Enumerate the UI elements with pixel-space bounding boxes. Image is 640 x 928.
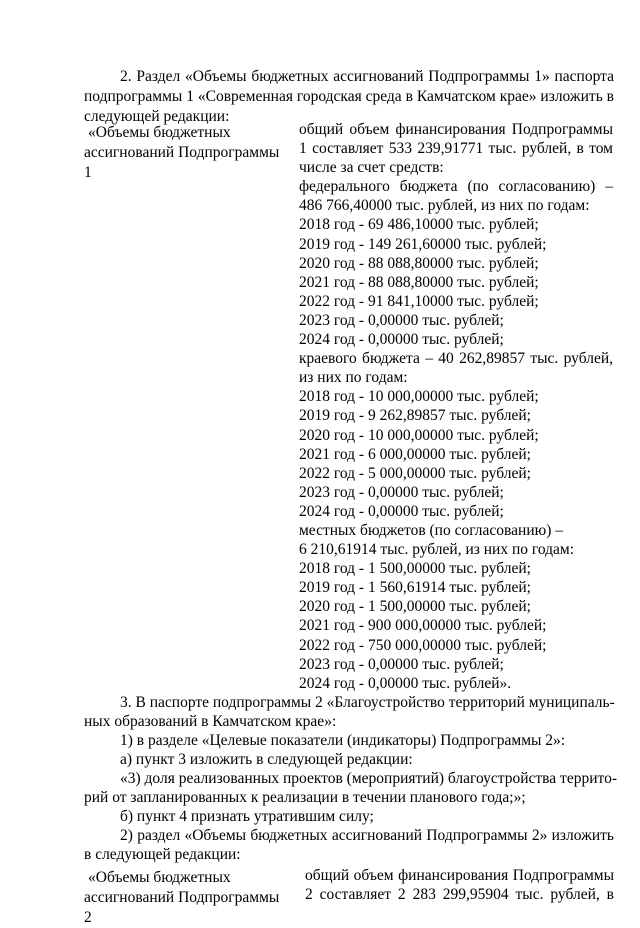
table1-right-line: 2020 год - 88 088,80000 тыс. рублей; [299,254,539,272]
table1-right-cell [299,120,613,693]
table2-left-cell [84,868,284,928]
table1-right-line: 2019 год - 149 261,60000 тыс. рублей; [299,235,547,253]
table1-right-line: 2018 год - 10 000,00000 тыс. рублей; [299,388,539,406]
table1-right-line: 2024 год - 0,00000 тыс. рублей; [299,331,504,349]
section3-item1a: а) пункт 3 изложить в следующей редакции: [120,751,413,768]
section3-line2: ных образований в Камчатском крае»: [84,713,337,730]
table2-right-line: общий объем финансирования Подпрограммы [305,867,614,884]
section3-item1b: б) пункт 4 признать утратившим силу; [120,808,374,825]
table1-right-line: 486 766,40000 тыс. рублей, из них по годам: [299,197,590,215]
table1-right-line: общий объем финансирования Подпрограммы [299,121,613,138]
table2-right-line: 2 составляет 2 283 299,95904 тыс. рублей, в [305,886,614,904]
table1-right-line: 2024 год - 0,00000 тыс. рублей; [299,502,504,520]
table1-right-line: 2022 год - 750 000,00000 тыс. рублей; [299,636,547,654]
table2-left-line: ассигнований Подпрограммы 2 [84,889,280,926]
table1-left-cell [84,123,284,183]
table2-right-cell [305,866,614,904]
table1-right-line: 2018 год - 1 500,00000 тыс. рублей; [299,560,531,578]
table1-right-line: 2020 год - 10 000,00000 тыс. рублей; [299,426,539,444]
table1-right-line: краевого бюджета – 40 262,89857 тыс. рублей, [299,350,613,368]
section3-quote-line2: рий от запланированных к реализации в течении планового года;»; [84,789,526,806]
table1-right-line: 2023 год - 0,00000 тыс. рублей; [299,311,504,329]
table1-right-line: 2019 год - 1 560,61914 тыс. рублей; [299,579,531,597]
table1-left-line: ассигнований Подпрограммы 1 [84,144,280,181]
table1-right-line: 2020 год - 1 500,00000 тыс. рублей; [299,598,531,616]
table1-right-line: 6 210,61914 тыс. рублей, из них по годам: [299,541,575,559]
table1-right-line: местных бюджетов (по согласованию) – [299,521,563,539]
section3-line1: 3. В паспорте подпрограммы 2 «Благоустройство территорий муниципаль- [120,694,615,711]
table1-right-line: 2019 год - 9 262,89857 тыс. рублей; [299,407,531,425]
table1-right-line: числе за счет средств: [299,159,444,177]
table1-right-line: 1 составляет 533 239,91771 тыс. рублей, в том [299,140,613,158]
table1-right-line: 2023 год - 0,00000 тыс. рублей; [299,655,504,673]
section2-line1: 2. Раздел «Объемы бюджетных ассигнований Подпрограммы 1» паспорта [120,68,614,85]
section3-quote-line1: «3) доля реализованных проектов (мероприятий) благоустройства террито- [120,770,617,787]
table1-right-line: 2021 год - 88 088,80000 тыс. рублей; [299,273,539,291]
section3-item2-line2: в следующей редакции: [84,846,241,863]
table1-right-line: 2024 год - 0,00000 тыс. рублей». [299,674,512,692]
table1-left-line: «Объемы бюджетных [88,124,231,141]
section2-line2: подпрограммы 1 «Современная городская среда в Камчатском крае» изложить в [84,88,614,105]
table2-left-line: «Объемы бюджетных [88,869,231,886]
table1-right-line: 2023 год - 0,00000 тыс. рублей; [299,483,504,501]
table1-right-line: 2018 год - 69 486,10000 тыс. рублей; [299,216,539,234]
table1-right-line: из них по годам: [299,369,408,387]
section3-item2-line1: 2) раздел «Объемы бюджетных ассигнований Подпрограммы 2» изложить [120,827,614,844]
table1-right-line: 2022 год - 5 000,00000 тыс. рублей; [299,464,531,482]
table1-right-line: 2021 год - 6 000,00000 тыс. рублей; [299,445,531,463]
table1-right-line: 2021 год - 900 000,00000 тыс. рублей; [299,617,547,635]
table1-right-line: федерального бюджета (по согласованию) – [299,178,613,196]
section2-line3: следующей редакции: [84,108,230,125]
table1-right-line: 2022 год - 91 841,10000 тыс. рублей; [299,292,539,310]
section3-item1: 1) в разделе «Целевые показатели (индикаторы) Подпрограммы 2»: [120,732,566,749]
